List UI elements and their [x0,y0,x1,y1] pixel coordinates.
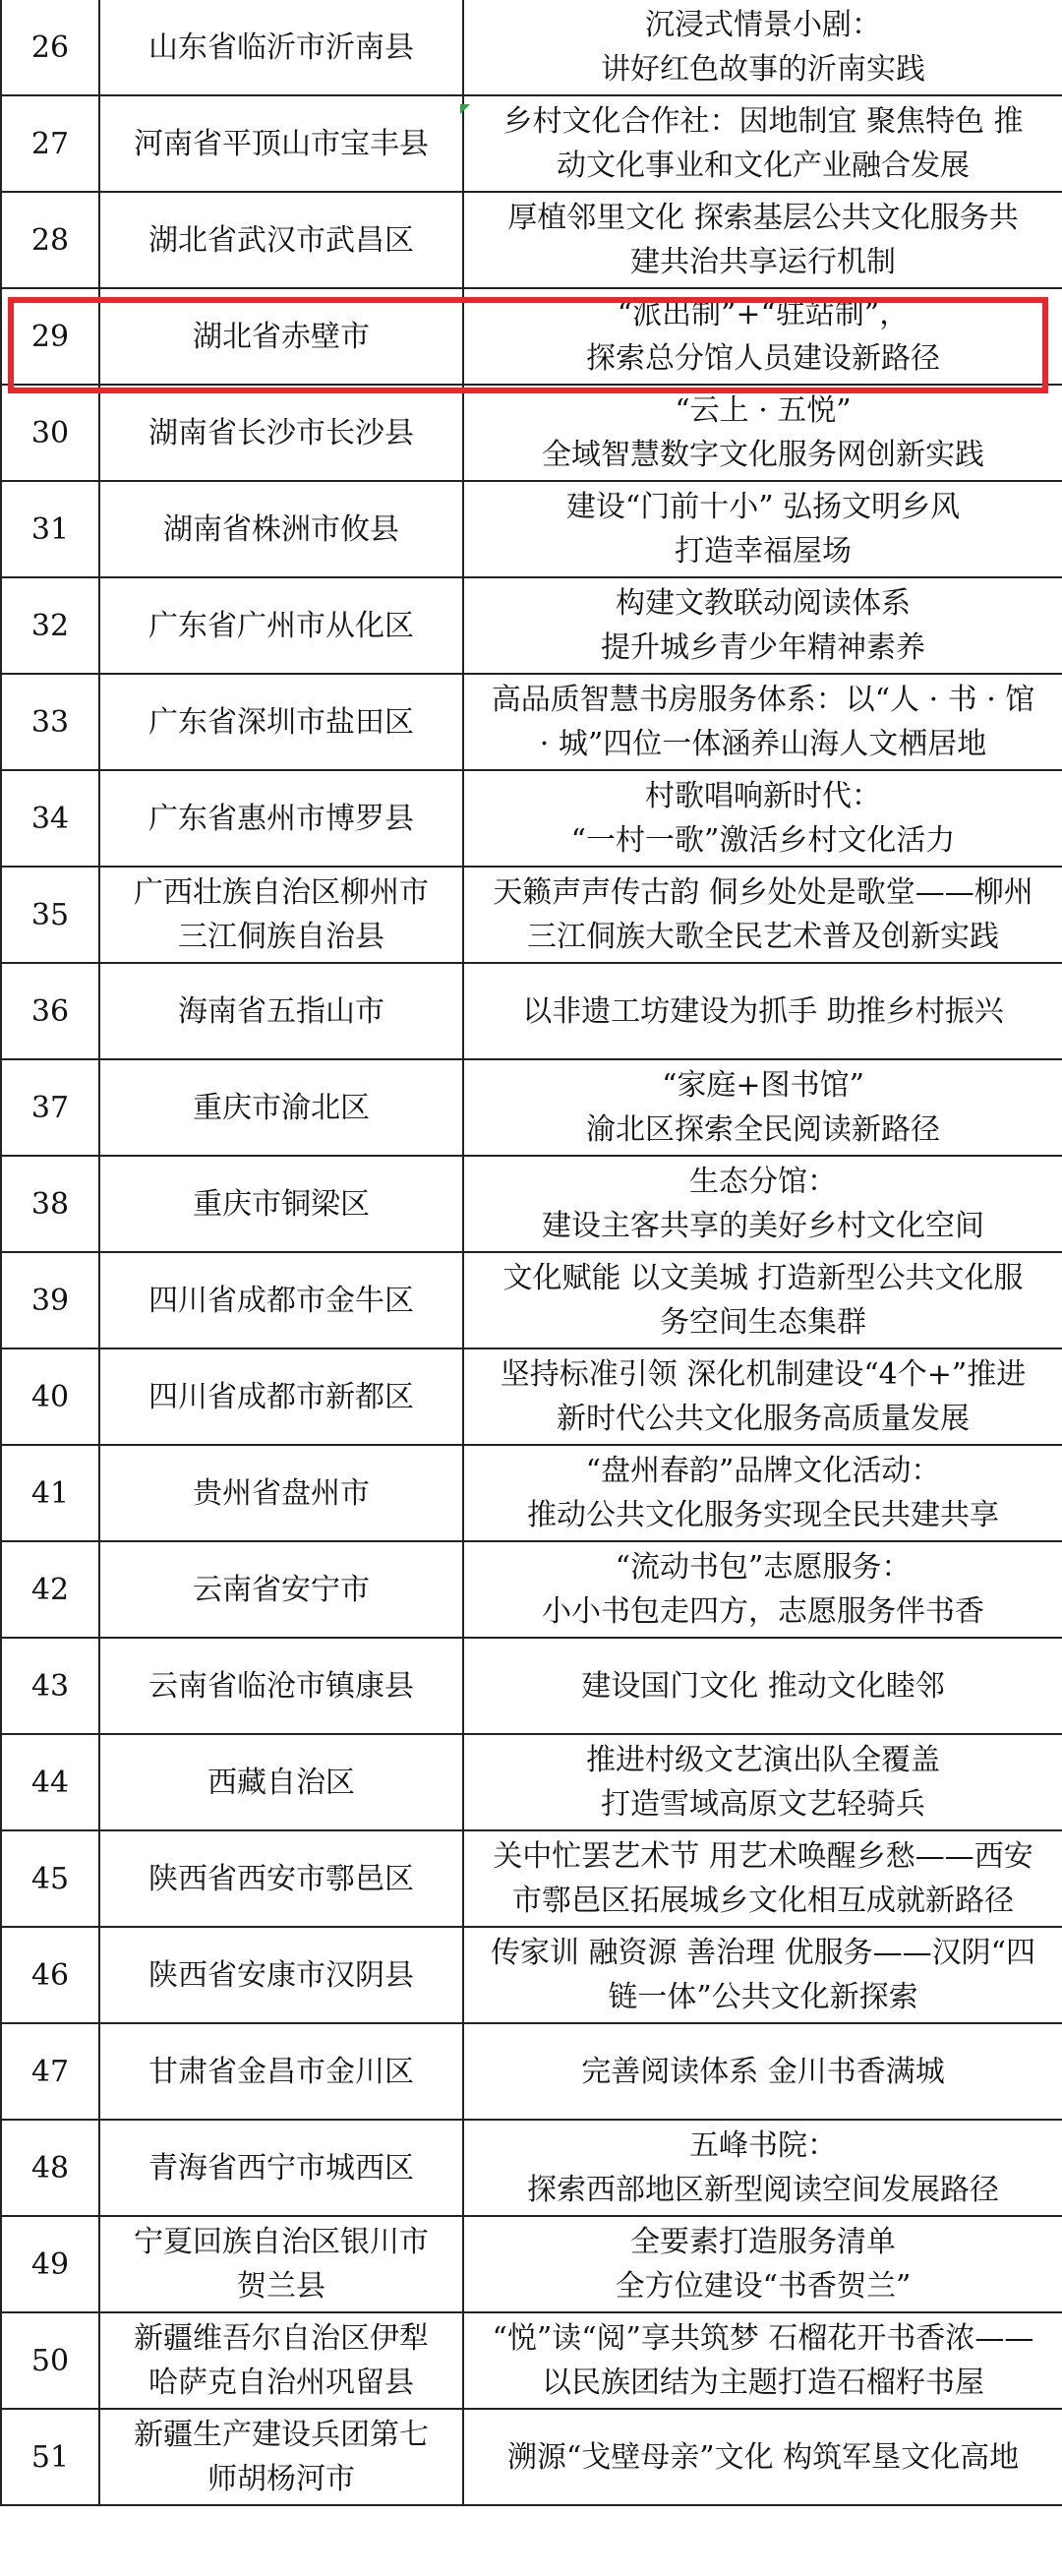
title-text: 沉浸式情景小剧： [645,8,881,42]
table-row [1,1830,1062,1927]
place-text: 重庆市渝北区 [193,1090,370,1125]
row-number-cell: 45 [1,1830,99,1927]
place-text: 贵州省盘州市 [193,1475,370,1511]
title-text: 以民族团结为主题打造石榴籽书屋 [542,2366,984,2400]
title-text: “一村一歌”激活乡村文化活力 [570,823,956,858]
row-number-cell: 32 [1,577,99,674]
table-row [1,867,1062,963]
place-text: 西藏自治区 [207,1765,355,1800]
table-row [1,1348,1062,1445]
title-text: 全方位建设“书香贺兰” [615,2269,912,2304]
title-text: 探索西部地区新型阅读空间发展路径 [527,2173,999,2207]
row-number-cell: 27 [1,95,99,192]
title-text: 建设国门文化 推动文化睦邻 [581,1668,945,1704]
title-cell [463,0,1062,95]
title-text: 推进村级文艺演出队全覆盖 [586,1743,940,1777]
place-text: 海南省五指山市 [178,993,384,1029]
place-text: 师胡杨河市 [207,2462,355,2496]
title-text: 高品质智慧书房服务体系：以“人 · 书 · 馆 [491,683,1035,717]
row-number-cell: 50 [1,2312,99,2409]
row-number-cell: 31 [1,481,99,577]
title-text: 务空间生态集群 [660,1305,866,1340]
place-text: 陕西省西安市鄠邑区 [148,1861,414,1896]
table-row [1,2023,1062,2120]
title-text: 以非遗工坊建设为抓手 助推乡村振兴 [522,993,1004,1029]
place-text: 四川省成都市新都区 [148,1379,414,1414]
place-cell [99,481,463,577]
title-cell [463,963,1062,1059]
place-text: 青海省西宁市城西区 [148,2150,414,2186]
table-row [1,1734,1062,1830]
place-cell [99,192,463,288]
place-text: 贺兰县 [237,2269,325,2304]
place-cell [99,0,463,95]
title-cell [463,95,1062,192]
title-text: 渝北区探索全民阅读新路径 [586,1112,940,1147]
row-number-cell: 34 [1,770,99,867]
title-cell [463,1252,1062,1348]
title-cell [463,192,1062,288]
title-cell [463,2409,1062,2505]
title-text: 生态分馆： [689,1165,837,1199]
place-text: 四川省成都市金牛区 [148,1283,414,1318]
place-cell [99,2216,463,2312]
place-text: 河南省平顶山市宝丰县 [134,126,429,161]
title-cell [463,385,1062,481]
table-row [1,1445,1062,1541]
place-text: 湖北省武汉市武昌区 [148,222,414,258]
title-cell [463,2312,1062,2409]
place-cell [99,1156,463,1252]
place-text: 新疆维吾尔自治区伊犁 [134,2321,429,2356]
program-table-body [1,0,1062,2505]
table-row [1,674,1062,770]
title-text: 提升城乡青少年精神素养 [601,630,925,665]
title-text: 全域智慧数字文化服务网创新实践 [542,438,984,472]
row-number-cell: 51 [1,2409,99,2505]
place-cell [99,2023,463,2120]
title-text: 天籁声声传古韵 侗乡处处是歌堂——柳州 [493,875,1033,910]
title-cell [463,674,1062,770]
table-row [1,2216,1062,2312]
place-cell [99,1830,463,1927]
title-cell [463,1445,1062,1541]
place-cell [99,95,463,192]
table-row [1,1156,1062,1252]
row-number-cell: 41 [1,1445,99,1541]
title-text: 市鄠邑区拓展城乡文化相互成就新路径 [512,1884,1014,1918]
title-text: “派出制”+“驻站制”， [617,297,910,331]
title-text: 厚植邻里文化 探索基层公共文化服务共 [507,201,1019,235]
title-text: 传家训 融资源 善治理 优服务——汉阴“四 [491,1936,1035,1970]
table-row [1,1541,1062,1638]
cell-comment-marker [460,104,470,114]
row-number-cell: 33 [1,674,99,770]
table-row [1,2312,1062,2409]
title-cell [463,2216,1062,2312]
place-cell [99,577,463,674]
table-row [1,95,1062,192]
table-row [1,2120,1062,2216]
title-text: 链一体”公共文化新探索 [608,1980,918,2014]
title-text: 打造幸福屋场 [675,534,852,569]
title-cell [463,867,1062,963]
place-text: 甘肃省金昌市金川区 [148,2054,414,2089]
title-text: 建设“门前十小” 弘扬文明乡风 [565,490,961,524]
row-number-cell: 36 [1,963,99,1059]
place-text: 山东省临沂市沂南县 [148,30,414,65]
place-text: 云南省临沧市镇康县 [148,1668,414,1704]
title-text: 新时代公共文化服务高质量发展 [557,1402,970,1436]
title-cell [463,1927,1062,2023]
place-cell [99,770,463,867]
row-number-cell: 26 [1,0,99,95]
table-row [1,481,1062,577]
title-cell [463,2120,1062,2216]
table-row [1,577,1062,674]
row-number-cell: 28 [1,192,99,288]
title-text: 探索总分馆人员建设新路径 [586,341,940,376]
table-row [1,288,1062,385]
row-number-cell: 42 [1,1541,99,1638]
title-text: 动文化事业和文化产业融合发展 [557,149,970,183]
row-number-cell: 46 [1,1927,99,2023]
place-cell [99,963,463,1059]
place-text: 三江侗族自治县 [178,920,384,954]
place-cell [99,1927,463,2023]
title-cell [463,1638,1062,1734]
table-row [1,1252,1062,1348]
title-cell [463,577,1062,674]
row-number-cell: 40 [1,1348,99,1445]
place-cell [99,867,463,963]
title-text: 推动公共文化服务实现全民共建共享 [527,1498,999,1532]
row-number-cell: 49 [1,2216,99,2312]
title-text: 建设主客共享的美好乡村文化空间 [542,1209,984,1243]
title-text: “流动书包”志愿服务： [615,1550,912,1585]
place-cell [99,288,463,385]
place-cell [99,1638,463,1734]
row-number-cell: 35 [1,867,99,963]
title-text: “悦”读“阅”享共筑梦 石榴花开书香浓—— [492,2321,1034,2356]
table-row [1,192,1062,288]
place-text: 广东省惠州市博罗县 [148,801,414,836]
place-text: 广东省广州市从化区 [148,608,414,643]
place-text: 重庆市铜梁区 [193,1186,370,1222]
title-text: “家庭+图书馆” [662,1068,864,1103]
title-cell [463,1059,1062,1156]
table-row [1,1059,1062,1156]
title-text: “盘州春韵”品牌文化活动： [585,1454,941,1488]
title-cell [463,2023,1062,2120]
place-text: 宁夏回族自治区银川市 [134,2225,429,2259]
title-text: 建共治共享运行机制 [630,245,896,279]
title-cell [463,1348,1062,1445]
title-cell [463,1541,1062,1638]
place-cell [99,2409,463,2505]
title-cell [463,1830,1062,1927]
place-text: 哈萨克自治州巩留县 [148,2366,414,2400]
table-row [1,770,1062,867]
title-text: 小小书包走四方，志愿服务伴书香 [542,1594,984,1629]
table-row [1,1927,1062,2023]
place-text: 湖南省长沙市长沙县 [148,415,414,450]
place-text: 陕西省安康市汉阴县 [148,1957,414,1993]
row-number-cell: 47 [1,2023,99,2120]
place-cell [99,1348,463,1445]
place-cell [99,2312,463,2409]
title-text: 坚持标准引领 深化机制建设“4个+”推进 [500,1357,1027,1392]
place-cell [99,385,463,481]
title-cell [463,481,1062,577]
title-text: 三江侗族大歌全民艺术普及创新实践 [527,920,999,954]
place-cell [99,1059,463,1156]
row-number-cell: 30 [1,385,99,481]
place-cell [99,1541,463,1638]
title-text: 打造雪域高原文艺轻骑兵 [601,1787,925,1822]
place-text: 新疆生产建设兵团第七 [134,2418,429,2452]
row-number-cell: 37 [1,1059,99,1156]
place-cell [99,674,463,770]
table-row [1,1638,1062,1734]
title-text: 文化赋能 以文美城 打造新型公共文化服 [502,1261,1024,1295]
row-number-cell: 38 [1,1156,99,1252]
title-cell [463,1156,1062,1252]
row-number-cell: 43 [1,1638,99,1734]
title-text: 讲好红色故事的沂南实践 [601,52,925,87]
title-text: 乡村文化合作社：因地制宜 聚焦特色 推 [502,104,1024,139]
title-text: 全要素打造服务清单 [630,2225,896,2259]
title-text: 完善阅读体系 金川书香满城 [581,2054,945,2089]
place-text: 湖南省株洲市攸县 [163,511,399,547]
row-number-cell: 29 [1,288,99,385]
title-text: “云上 · 五悦” [675,393,852,428]
table-row [1,2409,1062,2505]
title-cell [463,770,1062,867]
row-number-cell: 48 [1,2120,99,2216]
title-cell [463,1734,1062,1830]
title-text: 关中忙罢艺术节 用艺术唤醒乡愁——西安 [493,1839,1033,1874]
title-text: 村歌唱响新时代： [645,779,881,813]
place-cell [99,1734,463,1830]
place-text: 广东省深圳市盐田区 [148,704,414,740]
title-text: 构建文教联动阅读体系 [616,586,911,621]
place-text: 云南省安宁市 [193,1572,370,1607]
title-cell [463,288,1062,385]
title-text: 五峰书院： [689,2128,837,2163]
place-text: 广西壮族自治区柳州市 [134,875,429,910]
place-cell [99,1445,463,1541]
row-number-cell: 39 [1,1252,99,1348]
place-cell [99,2120,463,2216]
table-row [1,385,1062,481]
place-text: 湖北省赤壁市 [193,319,370,354]
place-cell [99,1252,463,1348]
table-row [1,963,1062,1059]
title-text: · 城”四位一体涵养山海人文栖居地 [539,727,987,761]
row-number-cell: 44 [1,1734,99,1830]
title-text: 溯源“戈壁母亲”文化 构筑军垦文化高地 [506,2439,1020,2475]
table-row [1,0,1062,95]
